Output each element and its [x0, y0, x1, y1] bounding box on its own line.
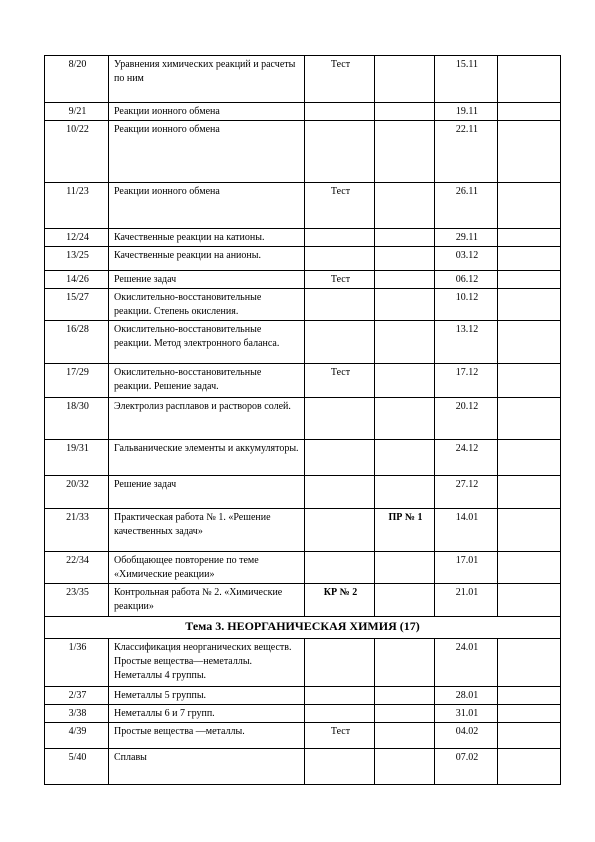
table-row — [45, 321, 561, 364]
practical-work-cell — [375, 584, 435, 617]
lesson-date-cell: 06.12 — [435, 271, 498, 289]
practical-work-cell — [375, 476, 435, 509]
control-type-cell: КР № 2 — [305, 584, 375, 617]
control-type-cell — [305, 687, 375, 705]
table-row — [45, 121, 561, 183]
lesson-date-cell: 20.12 — [435, 398, 498, 440]
lesson-date-cell: 17.01 — [435, 552, 498, 584]
actual-date-cell — [498, 509, 561, 552]
practical-work-cell — [375, 687, 435, 705]
lesson-topic-cell: Простые вещества —металлы. — [109, 723, 305, 749]
lesson-number-cell: 17/29 — [45, 364, 109, 398]
lesson-topic-cell: Реакции ионного обмена — [109, 121, 305, 183]
lesson-schedule-table — [44, 55, 561, 785]
control-type-cell — [305, 121, 375, 183]
lesson-date-cell: 24.01 — [435, 639, 498, 687]
practical-work-cell — [375, 705, 435, 723]
practical-work-cell — [375, 289, 435, 321]
control-type-cell — [305, 749, 375, 785]
table-row — [45, 56, 561, 103]
lesson-number-cell: 16/28 — [45, 321, 109, 364]
control-type-cell — [305, 705, 375, 723]
practical-work-cell — [375, 183, 435, 229]
lesson-number-cell: 3/38 — [45, 705, 109, 723]
section-title: Тема 3. НЕОРГАНИЧЕСКАЯ ХИМИЯ (17) — [45, 617, 561, 639]
lesson-number-cell: 8/20 — [45, 56, 109, 103]
lesson-topic-cell: Решение задач — [109, 476, 305, 509]
lesson-number-cell: 9/21 — [45, 103, 109, 121]
actual-date-cell — [498, 440, 561, 476]
actual-date-cell — [498, 56, 561, 103]
practical-work-cell — [375, 364, 435, 398]
lesson-topic-cell: Качественные реакции на катионы. — [109, 229, 305, 247]
practical-work-cell: ПР № 1 — [375, 509, 435, 552]
actual-date-cell — [498, 321, 561, 364]
table-row — [45, 687, 561, 705]
actual-date-cell — [498, 584, 561, 617]
lesson-date-cell: 31.01 — [435, 705, 498, 723]
lesson-number-cell: 21/33 — [45, 509, 109, 552]
control-type-cell — [305, 476, 375, 509]
lesson-date-cell: 04.02 — [435, 723, 498, 749]
control-type-cell — [305, 552, 375, 584]
actual-date-cell — [498, 183, 561, 229]
practical-work-cell — [375, 723, 435, 749]
lesson-number-cell: 13/25 — [45, 247, 109, 271]
table-row — [45, 639, 561, 687]
lesson-number-cell: 22/34 — [45, 552, 109, 584]
lesson-number-cell: 11/23 — [45, 183, 109, 229]
control-type-cell: Тест — [305, 723, 375, 749]
lesson-number-cell: 20/32 — [45, 476, 109, 509]
practical-work-cell — [375, 229, 435, 247]
table-row — [45, 183, 561, 229]
table-row — [45, 476, 561, 509]
lesson-number-cell: 19/31 — [45, 440, 109, 476]
lesson-topic-cell: Неметаллы 5 группы. — [109, 687, 305, 705]
control-type-cell — [305, 289, 375, 321]
table-row — [45, 247, 561, 271]
table-row — [45, 749, 561, 785]
lesson-topic-cell: Качественные реакции на анионы. — [109, 247, 305, 271]
lesson-topic-cell: Окислительно-восстановительные реакции. Метод электронного баланса. — [109, 321, 305, 364]
actual-date-cell — [498, 364, 561, 398]
lesson-topic-cell: Сплавы — [109, 749, 305, 785]
practical-work-cell — [375, 247, 435, 271]
lesson-date-cell: 27.12 — [435, 476, 498, 509]
lesson-topic-cell: Классификация неорганических веществ. Простые вещества—неметаллы. Неметаллы 4 группы. — [109, 639, 305, 687]
lesson-topic-cell: Реакции ионного обмена — [109, 183, 305, 229]
actual-date-cell — [498, 687, 561, 705]
section-header-body — [45, 617, 561, 639]
control-type-cell: Тест — [305, 183, 375, 229]
control-type-cell — [305, 321, 375, 364]
lesson-topic-cell: Решение задач — [109, 271, 305, 289]
lesson-topic-cell: Реакции ионного обмена — [109, 103, 305, 121]
table-body-after — [45, 639, 561, 785]
actual-date-cell — [498, 398, 561, 440]
table-row — [45, 103, 561, 121]
lesson-date-cell: 28.01 — [435, 687, 498, 705]
table-row — [45, 229, 561, 247]
practical-work-cell — [375, 56, 435, 103]
actual-date-cell — [498, 705, 561, 723]
control-type-cell — [305, 509, 375, 552]
lesson-date-cell: 17.12 — [435, 364, 498, 398]
practical-work-cell — [375, 271, 435, 289]
lesson-topic-cell: Практическая работа № 1. «Решение качественных задач» — [109, 509, 305, 552]
lesson-number-cell: 15/27 — [45, 289, 109, 321]
lesson-date-cell: 24.12 — [435, 440, 498, 476]
lesson-date-cell: 19.11 — [435, 103, 498, 121]
control-type-cell — [305, 639, 375, 687]
practical-work-cell — [375, 398, 435, 440]
control-type-cell — [305, 440, 375, 476]
actual-date-cell — [498, 289, 561, 321]
lesson-number-cell: 18/30 — [45, 398, 109, 440]
lesson-topic-cell: Неметаллы 6 и 7 групп. — [109, 705, 305, 723]
lesson-date-cell: 21.01 — [435, 584, 498, 617]
control-type-cell — [305, 229, 375, 247]
table-row — [45, 509, 561, 552]
lesson-number-cell: 4/39 — [45, 723, 109, 749]
lesson-date-cell: 07.02 — [435, 749, 498, 785]
actual-date-cell — [498, 552, 561, 584]
practical-work-cell — [375, 321, 435, 364]
lesson-date-cell: 13.12 — [435, 321, 498, 364]
lesson-number-cell: 1/36 — [45, 639, 109, 687]
lesson-date-cell: 29.11 — [435, 229, 498, 247]
table-row — [45, 398, 561, 440]
practical-work-cell — [375, 103, 435, 121]
lesson-topic-cell: Обобщающее повторение по теме «Химические реакции» — [109, 552, 305, 584]
actual-date-cell — [498, 121, 561, 183]
table-row — [45, 271, 561, 289]
table-row — [45, 289, 561, 321]
actual-date-cell — [498, 103, 561, 121]
lesson-date-cell: 10.12 — [435, 289, 498, 321]
control-type-cell — [305, 398, 375, 440]
actual-date-cell — [498, 247, 561, 271]
lesson-number-cell: 12/24 — [45, 229, 109, 247]
lesson-date-cell: 15.11 — [435, 56, 498, 103]
lesson-topic-cell: Уравнения химических реакций и расчеты по ним — [109, 56, 305, 103]
table-row — [45, 705, 561, 723]
table-row — [45, 364, 561, 398]
lesson-topic-cell: Окислительно-восстановительные реакции. Степень окисления. — [109, 289, 305, 321]
lesson-topic-cell: Окислительно-восстановительные реакции. Решение задач. — [109, 364, 305, 398]
actual-date-cell — [498, 271, 561, 289]
lesson-date-cell: 26.11 — [435, 183, 498, 229]
table-body-before — [45, 56, 561, 617]
lesson-number-cell: 10/22 — [45, 121, 109, 183]
practical-work-cell — [375, 440, 435, 476]
lesson-date-cell: 03.12 — [435, 247, 498, 271]
actual-date-cell — [498, 723, 561, 749]
practical-work-cell — [375, 121, 435, 183]
control-type-cell — [305, 247, 375, 271]
actual-date-cell — [498, 476, 561, 509]
lesson-date-cell: 14.01 — [435, 509, 498, 552]
actual-date-cell — [498, 639, 561, 687]
practical-work-cell — [375, 552, 435, 584]
lesson-number-cell: 2/37 — [45, 687, 109, 705]
control-type-cell — [305, 103, 375, 121]
control-type-cell: Тест — [305, 56, 375, 103]
table-row — [45, 584, 561, 617]
actual-date-cell — [498, 749, 561, 785]
practical-work-cell — [375, 749, 435, 785]
table-row — [45, 440, 561, 476]
section-header-row — [45, 617, 561, 639]
lesson-topic-cell: Электролиз расплавов и растворов солей. — [109, 398, 305, 440]
control-type-cell: Тест — [305, 364, 375, 398]
table-row — [45, 552, 561, 584]
actual-date-cell — [498, 229, 561, 247]
control-type-cell: Тест — [305, 271, 375, 289]
lesson-number-cell: 23/35 — [45, 584, 109, 617]
practical-work-cell — [375, 639, 435, 687]
lesson-topic-cell: Контрольная работа № 2. «Химические реакции» — [109, 584, 305, 617]
table-row — [45, 723, 561, 749]
lesson-number-cell: 14/26 — [45, 271, 109, 289]
lesson-number-cell: 5/40 — [45, 749, 109, 785]
lesson-date-cell: 22.11 — [435, 121, 498, 183]
lesson-topic-cell: Гальванические элементы и аккумуляторы. — [109, 440, 305, 476]
